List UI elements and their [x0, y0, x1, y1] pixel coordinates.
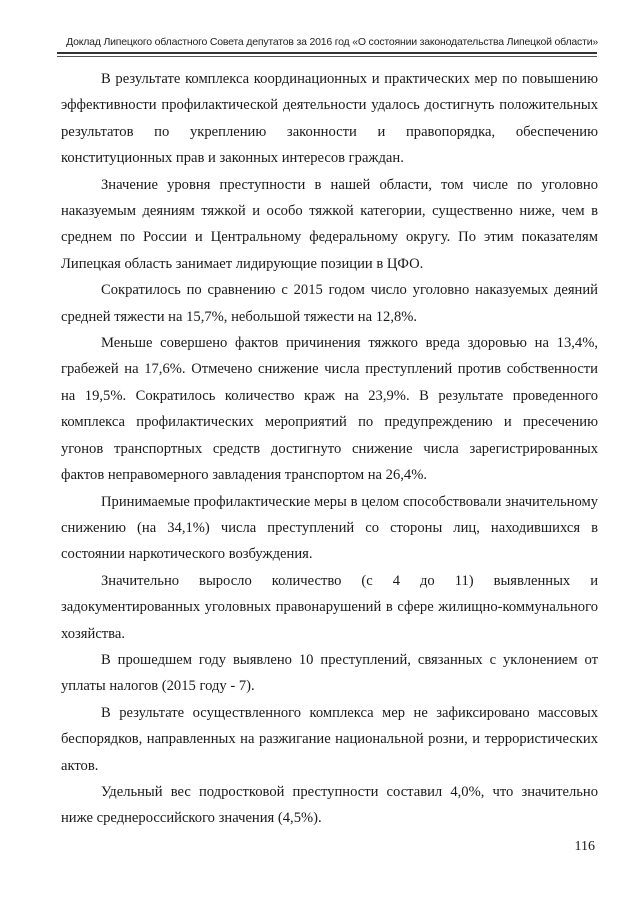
header-rule — [57, 52, 597, 54]
page-number: 116 — [574, 839, 595, 854]
document-body — [61, 66, 598, 832]
paragraph: Сократилось по сравнению с 2015 годом число уголовно наказуемых деяний средней тяжести на 15,7%, небольшой тяжести на 12,8%. — [61, 282, 598, 325]
paragraph: Удельный вес подростковой преступности составил 4,0%, что значительно ниже среднероссийского значения (4,5%). — [61, 783, 598, 827]
paragraph: Принимаемые профилактические меры в целом способствовали значительному снижению (на 34,1%) числа преступлений со стороны лиц, находившихся в состоянии наркотического возбуждения. — [61, 493, 598, 563]
paragraph: Меньше совершено фактов причинения тяжкого вреда здоровью на 13,4%, грабежей на 17,6%. Отмечено снижение числа преступлений против собственности на 19,5%. Сократилось количество краж на 23,9%. В результате проведенного комплекса профилактических мероприятий по предупреждению и пресечению угонов транспортных средств достигнуто снижение числа зарегистрированных фактов неправомерного завладения транспортом на 26,4%. — [61, 335, 598, 484]
paragraph: В результате осуществленного комплекса мер не зафиксировано массовых беспорядков, направленных на разжигание национальной розни, и террористических актов. — [61, 704, 598, 774]
paragraph: Значение уровня преступности в нашей области, том числе по уголовно наказуемым деяниям тяжкой и особо тяжкой категории, существенно ниже, чем в среднем по России и Центральному федеральному округу. По этим показателям Липецкая область занимает лидирующие позиции в ЦФО. — [61, 176, 598, 272]
paragraph: Значительно выросло количество (с 4 до 11) выявленных и задокументированных уголовных правонарушений в сфере жилищно-коммунального хозяйства. — [61, 572, 598, 642]
paragraph: В прошедшем году выявлено 10 преступлений, связанных с уклонением от уплаты налогов (2015 году - 7). — [61, 651, 598, 695]
running-header: Доклад Липецкого областного Совета депутатов за 2016 год «О состоянии законодательства Липецкой области» — [66, 36, 598, 48]
header-rule-thin — [57, 56, 597, 57]
paragraph: В результате комплекса координационных и практических мер по повышению эффективности профилактической деятельности удалось достигнуть положительных результатов по укреплению законности и правопорядка, обеспечению конституционных прав и законных интересов граждан. — [61, 71, 598, 167]
